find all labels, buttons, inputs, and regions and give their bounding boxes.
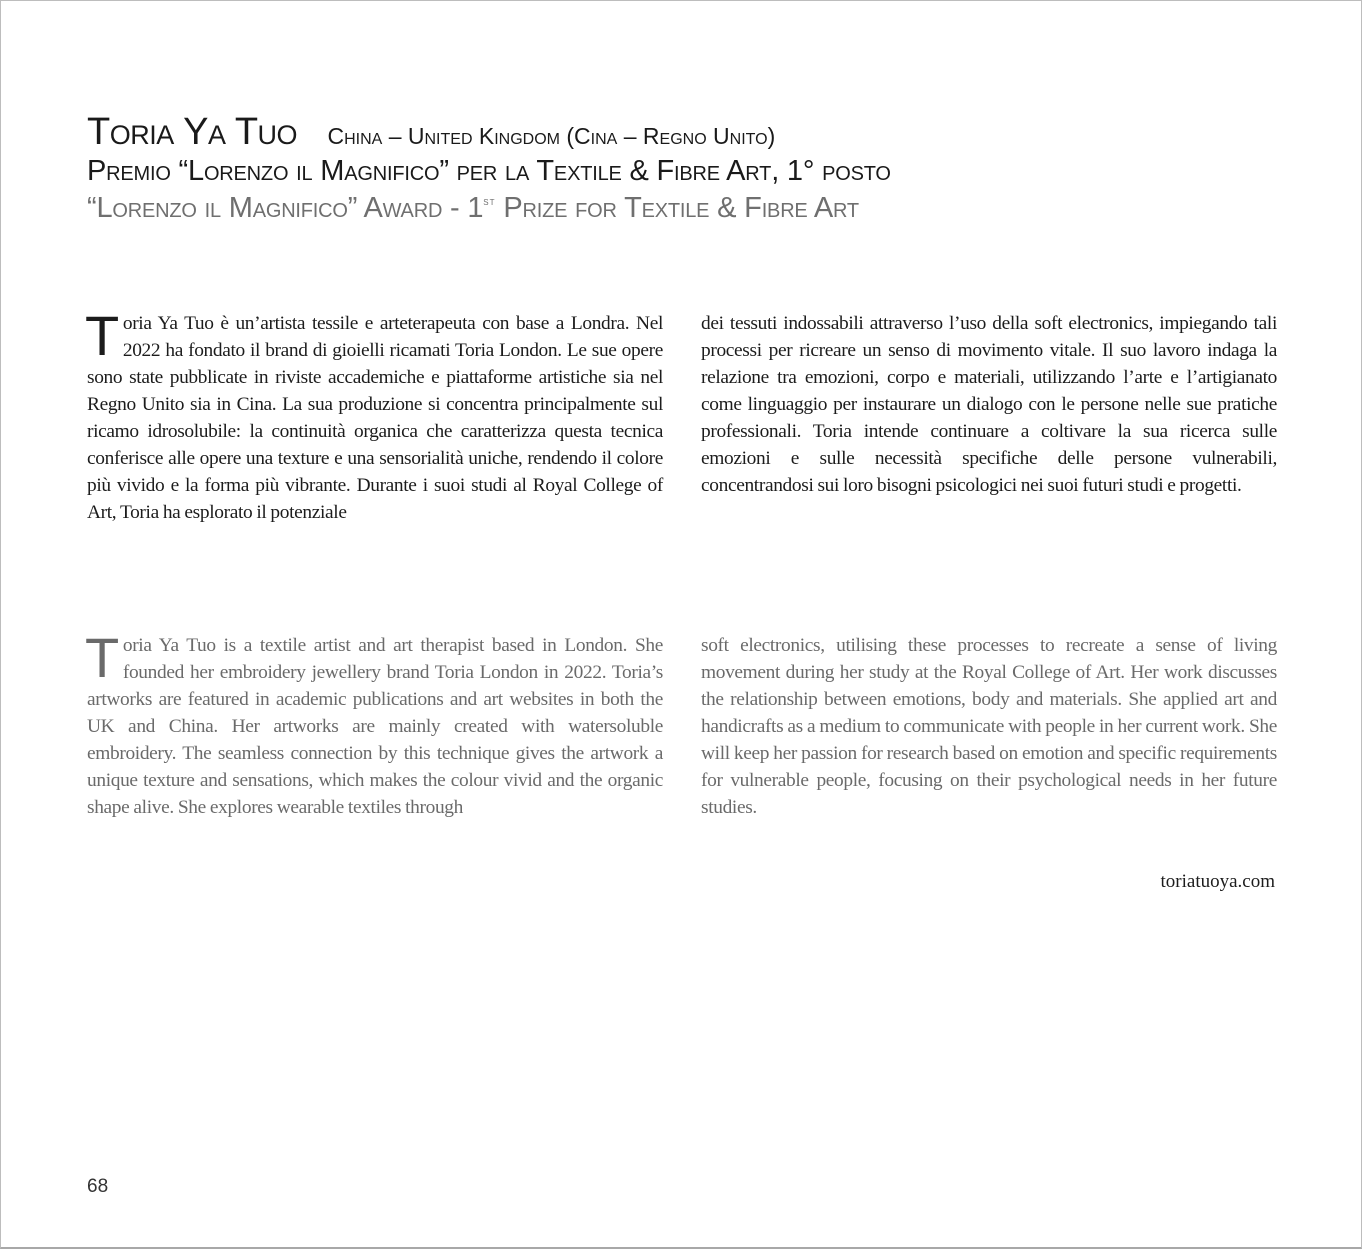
bio-italian-column-2 <box>701 310 1277 499</box>
award-en-part1: “Lorenzo il Magnifico” Award - 1 <box>87 192 484 224</box>
bio-english-column-2 <box>701 632 1277 821</box>
award-en-part2: Prize for Textile & Fibre Art <box>495 192 859 224</box>
bio-english-text-2: soft electronics, utilising these processes to recreate a sense of living movement during her study at the Royal College of Art. Her work discusses the relationship between emotions, body and materials. She applied art and handicrafts as a medium to communicate with people in her current work. She will keep her passion for research based on emotion and specific requirements for vulnerable people, focusing on their psychological needs in her future studies. <box>701 635 1277 818</box>
artist-country: China – United Kingdom (Cina – Regno Unito) <box>327 123 776 149</box>
website-link[interactable]: toriatuoya.com <box>1160 871 1275 892</box>
award-en-ordinal: st <box>483 194 496 208</box>
drop-cap: T <box>85 626 119 689</box>
drop-cap: T <box>85 304 119 367</box>
bio-italian-text-2: dei tessuti indossabili attraverso l’uso della soft electronics, impiegando tali processi per ricreare un senso di movimento vitale. Il suo lavoro indaga la relazione tra emozioni, corpo e materiali, utilizzando l’arte e l’artigianato come linguaggio per instaurare un dialogo con le persone nelle sue pratiche professionali. Toria intende continuare a coltivare la sua ricerca sulle emozioni e sulle necessità specifiche delle persone vulnerabili, concentrandosi sui loro bisogni psicologici nei suoi futuri studi e progetti. <box>701 313 1277 496</box>
award-title-english <box>87 192 1277 225</box>
award-title-italian: Premio “Lorenzo il Magnifico” per la Textile & Fibre Art, 1° posto <box>87 155 891 187</box>
bio-italian-column-1 <box>85 304 663 526</box>
bio-italian-text-1: oria Ya Tuo è un’artista tessile e arteterapeuta con base a Londra. Nel 2022 ha fondato il brand di gioielli ricamati Toria London. Le sue opere sono state pubblicate in riviste accademiche e piattaforme artistiche sia nel Regno Unito sia in Cina. La sua produzione si concentra principalmente sul ricamo idrosolubile: la continuità organica che caratterizza questa tecnica conferisce alle opere una texture e una sensorialità uniche, rendendo il colore più vivido e la forma più vibrante. Durante i suoi studi al Royal College of Art, Toria ha esplorato il potenziale <box>87 313 663 523</box>
name-line <box>87 111 1277 159</box>
bio-english-text-1: oria Ya Tuo is a textile artist and art therapist based in London. She founded her embroidery jewellery brand Toria London in 2022. Toria’s artworks are featured in academic publications and art websites in both the UK and China. Her artworks are mainly created with watersoluble embroidery. The seamless connection by this technique gives the artwork a unique texture and sensations, which makes the colour vivid and the organic shape alive. She explores wearable textiles through <box>87 635 663 818</box>
artist-name: Toria Ya Tuo <box>87 111 298 153</box>
page-number: 68 <box>87 1176 109 1197</box>
artist-header <box>87 111 1277 225</box>
bio-english-column-1 <box>85 626 663 821</box>
